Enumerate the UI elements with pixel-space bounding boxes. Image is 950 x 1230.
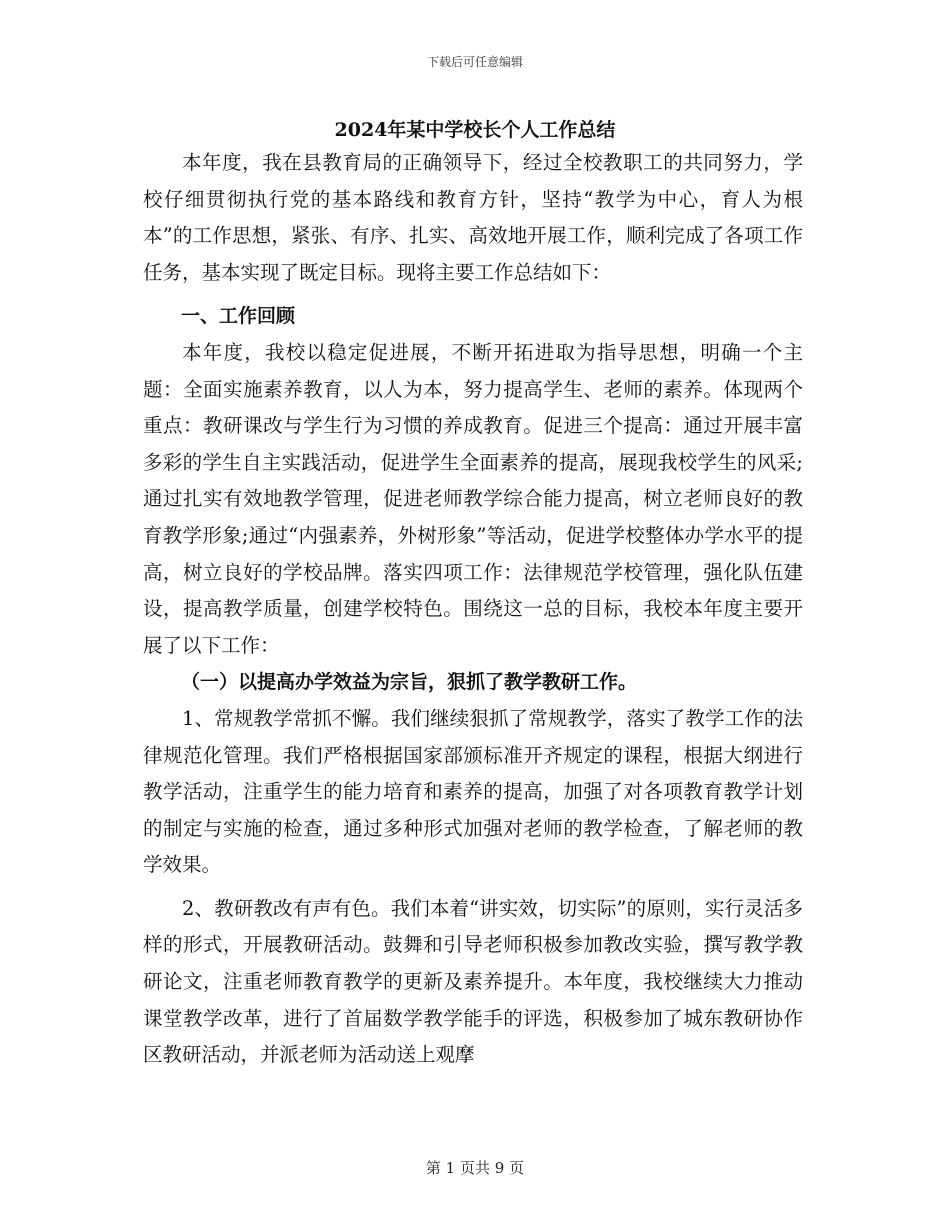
page-number-footer: 第 1 页共 9 页 [425, 1159, 525, 1177]
routine-teaching-paragraph: 1、常规教学常抓不懈。我们继续狠抓了常规教学，落实了教学工作的法律规范化管理。我们严格根据国家部颁标准开齐规定的课程，根据大纲进行教学活动，注重学生的能力培育和素养的提高，加强了对各项教育教学计划的制定与实施的检查，通过多种形式加强对老师的教学检查，了解老师的教学效果。 [143, 706, 803, 877]
document-title: 2024年某中学校长个人工作总结 [334, 119, 616, 141]
subsection-heading-teaching: （一）以提高办学效益为宗旨，狠抓了教学教研工作。 [181, 671, 638, 694]
section-heading-review: 一、工作回顾 [181, 305, 296, 328]
page-header-note: 下载后可任意编辑 [426, 55, 523, 69]
document-body [143, 145, 803, 1074]
review-paragraph: 本年度，我校以稳定促进展，不断开拓进取为指导思想，明确一个主题：全面实施素养教育，以人为本，努力提高学生、老师的素养。体现两个重点：教研课改与学生行为习惯的养成教育。促进三个提高：通过开展丰富多彩的学生自主实践活动，促进学生全面素养的提高，展现我校学生的风采;通过扎实有效地教学管理，促进老师教学综合能力提高，树立老师良好的教育教学形象;通过“内强素养，外树形象”等活动，促进学校整体办学水平的提高，树立良好的学校品牌。落实四项工作：法律规范学校管理，强化队伍建设，提高教学质量，创建学校特色。围绕这一总的目标，我校本年度主要开展了以下工作： [143, 340, 803, 657]
teaching-research-paragraph: 2、教研教改有声有色。我们本着“讲实效，切实际”的原则，实行灵活多样的形式，开展教研活动。鼓舞和引导老师积极参加教改实验，撰写教学教研论文，注重老师教育教学的更新及素养提升。本年度，我校继续大力推动课堂教学改革，进行了首届数学教学能手的评选，积极参加了城东教研协作区教研活动，并派老师为活动送上观摩 [143, 896, 803, 1067]
intro-paragraph: 本年度，我在县教育局的正确领导下，经过全校教职工的共同努力，学校仔细贯彻执行党的基本路线和教育方针，坚持“教学为中心，育人为根本”的工作思想，紧张、有序、扎实、高效地开展工作，顺利完成了各项工作任务，基本实现了既定目标。现将主要工作总结如下： [143, 151, 803, 284]
